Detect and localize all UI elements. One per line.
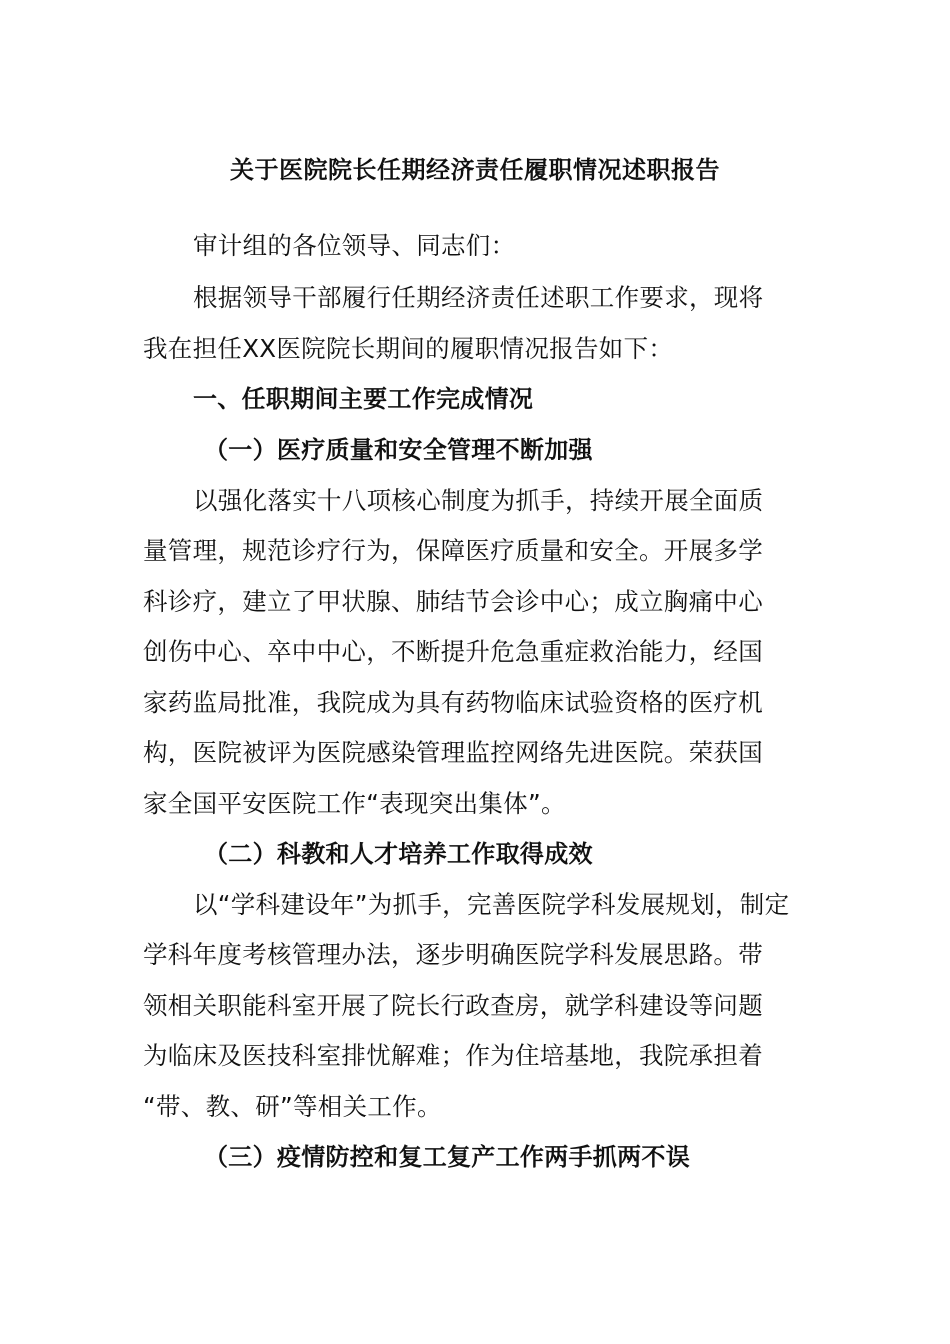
intro-line-1: 根据领导干部履行任期经济责任述职工作要求，现将	[193, 283, 764, 312]
paragraph-line: 构，医院被评为医院感染管理监控网络先进医院。荣获国	[143, 738, 763, 767]
subsection-heading-3: （三）疫情防控和复工复产工作两手抓两不误	[204, 1143, 690, 1171]
subsection-heading-2: （二）科教和人才培养工作取得成效	[204, 840, 593, 868]
paragraph-line: 量管理，规范诊疗行为，保障医疗质量和安全。开展多学	[143, 536, 763, 565]
paragraph-line: 创伤中心、卒中中心，不断提升危急重症救治能力，经国	[143, 637, 763, 666]
paragraph-line: “带、教、研”等相关工作。	[143, 1092, 442, 1121]
salutation: 审计组的各位领导、同志们：	[193, 231, 516, 260]
paragraph-line: 家全国平安医院工作“表现突出集体”。	[143, 789, 566, 818]
intro-line-2: 我在担任XX医院院长期间的履职情况报告如下：	[143, 334, 674, 363]
paragraph-line: 领相关职能科室开展了院长行政查房，就学科建设等问题	[143, 991, 763, 1020]
paragraph-line: 以强化落实十八项核心制度为抓手，持续开展全面质	[193, 486, 764, 515]
paragraph-line: 以“学科建设年”为抓手，完善医院学科发展规划，制定	[193, 890, 790, 919]
paragraph-line: 科诊疗，建立了甲状腺、肺结节会诊中心；成立胸痛中心	[143, 587, 763, 616]
paragraph-line: 学科年度考核管理办法，逐步明确医院学科发展思路。带	[143, 940, 763, 969]
paragraph-line: 为临床及医技科室排忧解难；作为住培基地，我院承担着	[143, 1041, 763, 1070]
section-heading-1: 一、任职期间主要工作完成情况	[193, 385, 534, 413]
document-title: 关于医院院长任期经济责任履职情况述职报告	[230, 156, 720, 184]
paragraph-line: 家药监局批准，我院成为具有药物临床试验资格的医疗机	[143, 688, 763, 717]
subsection-heading-1: （一）医疗质量和安全管理不断加强	[204, 436, 593, 464]
